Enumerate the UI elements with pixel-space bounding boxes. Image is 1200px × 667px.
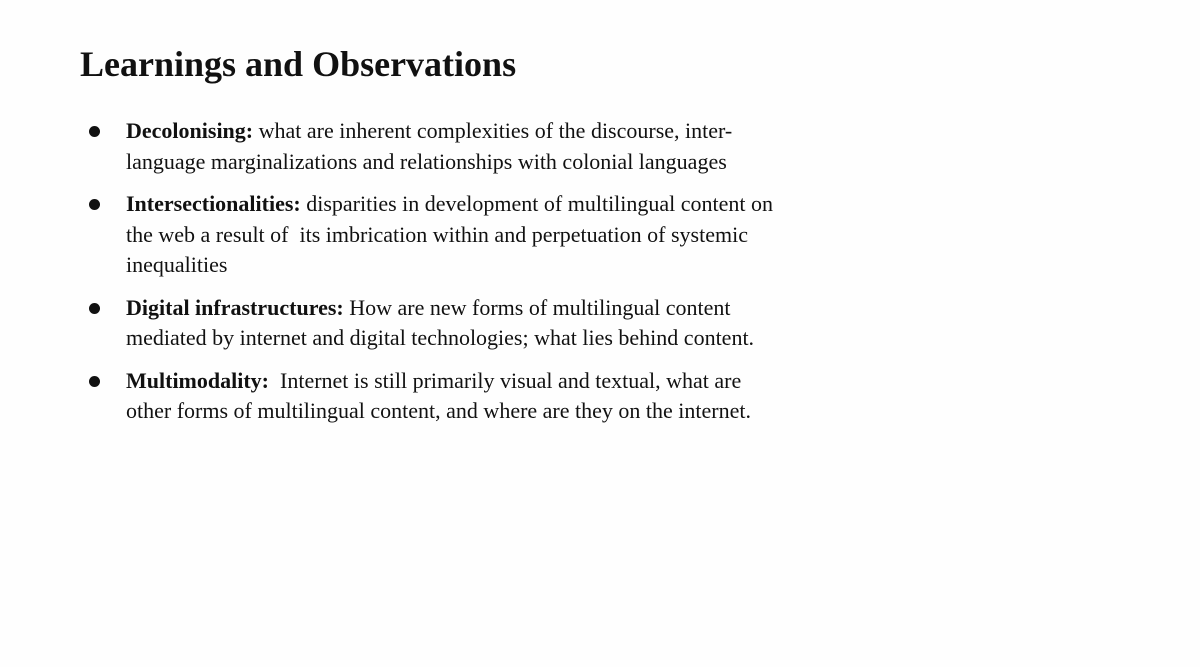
- slide-title: Learnings and Observations: [80, 44, 517, 84]
- bullet-term: Digital infrastructures:: [126, 294, 344, 320]
- bullet-text: Internet is still primarily visual and textual, what are other forms of multilingual content, and where are they on the internet.: [126, 367, 751, 423]
- bullet-term: Intersectionalities:: [126, 191, 301, 216]
- bullet-item-digital-infrastructures: [80, 293, 780, 354]
- bullet-item-decolonising: [80, 116, 780, 177]
- bullet-dot-icon: [89, 126, 100, 137]
- bullet-dot-icon: [89, 376, 100, 387]
- bullet-term: Decolonising:: [126, 118, 254, 143]
- bullet-term: Multimodality:: [126, 367, 269, 393]
- bullet-text: How are new forms of multilingual content mediated by internet and digital technologies; what lies behind content.: [126, 294, 755, 350]
- bullet-list: [80, 116, 780, 439]
- bullet-item-intersectionalities: [80, 189, 780, 281]
- bullet-text: disparities in development of multilingual content on the web a result of its imbrication within and perpetuation of systemic inequalities: [126, 191, 779, 277]
- bullet-item-multimodality: [80, 366, 780, 427]
- bullet-text: what are inherent complexities of the discourse, inter-language marginalizations and relationships with colonial languages: [126, 118, 733, 174]
- bullet-dot-icon: [89, 199, 100, 210]
- bullet-dot-icon: [89, 303, 100, 314]
